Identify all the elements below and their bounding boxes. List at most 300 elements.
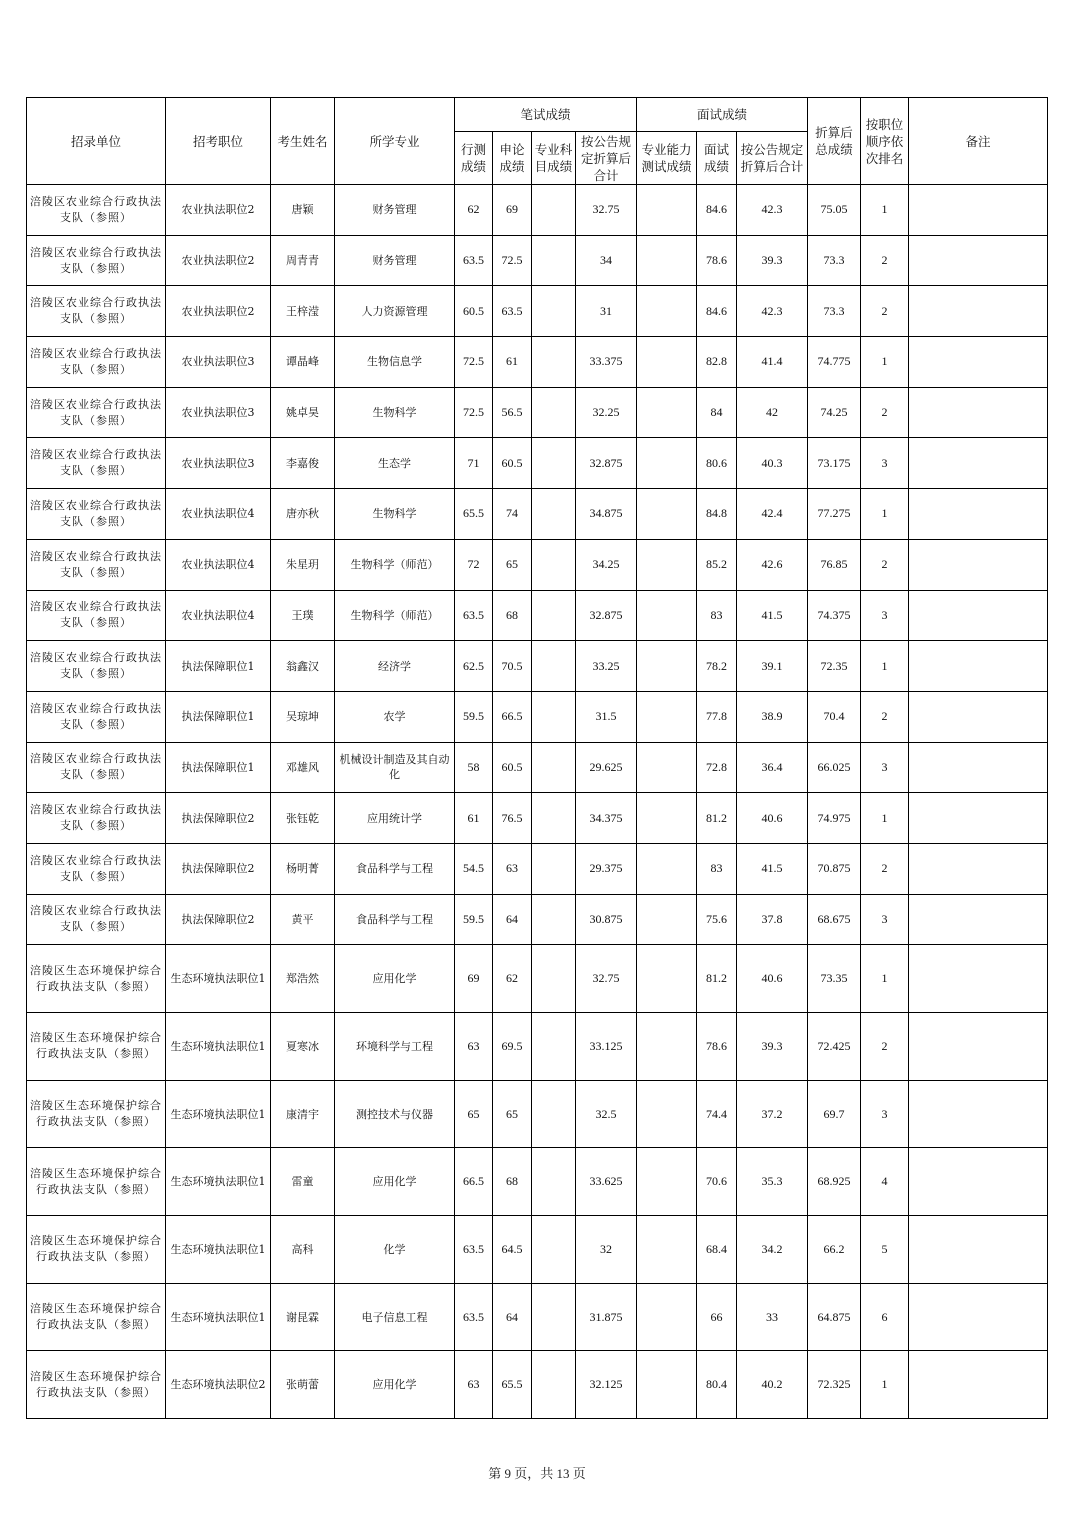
cell-total: 73.3 [808, 286, 861, 337]
cell-interview: 78.2 [697, 641, 737, 692]
cell-major: 测控技术与仪器 [335, 1080, 455, 1148]
cell-ability [637, 1080, 697, 1148]
cell-remark [909, 185, 1048, 236]
cell-position: 执法保障职位1 [166, 691, 271, 742]
cell-major-score [532, 489, 576, 540]
cell-shenlun: 68 [493, 1148, 532, 1216]
cell-position: 农业执法职位4 [166, 489, 271, 540]
header-written-converted: 按公告规定折算后合计 [576, 132, 637, 185]
cell-major-score [532, 185, 576, 236]
cell-position: 农业执法职位3 [166, 387, 271, 438]
cell-remark [909, 1148, 1048, 1216]
table-row [27, 1216, 1048, 1284]
header-interview-group: 面试成绩 [637, 98, 808, 132]
cell-interview: 85.2 [697, 539, 737, 590]
cell-rank: 3 [861, 1080, 909, 1148]
cell-position: 农业执法职位2 [166, 286, 271, 337]
cell-written-converted: 31 [576, 286, 637, 337]
cell-unit: 涪陵区农业综合行政执法支队（参照） [27, 843, 166, 894]
cell-rank: 3 [861, 894, 909, 945]
cell-written-converted: 32.75 [576, 945, 637, 1013]
cell-xingce: 59.5 [455, 691, 493, 742]
cell-rank: 3 [861, 590, 909, 641]
cell-rank: 4 [861, 1148, 909, 1216]
cell-name: 夏寒冰 [271, 1013, 335, 1081]
cell-shenlun: 65 [493, 1080, 532, 1148]
cell-position: 执法保障职位2 [166, 894, 271, 945]
cell-written-converted: 29.375 [576, 843, 637, 894]
cell-remark [909, 286, 1048, 337]
table-row [27, 185, 1048, 236]
cell-rank: 1 [861, 641, 909, 692]
cell-position: 生态环境执法职位2 [166, 1351, 271, 1419]
cell-rank: 1 [861, 1351, 909, 1419]
cell-rank: 2 [861, 387, 909, 438]
cell-major-score [532, 1216, 576, 1284]
cell-unit: 涪陵区农业综合行政执法支队（参照） [27, 894, 166, 945]
cell-position: 执法保障职位2 [166, 843, 271, 894]
cell-total: 69.7 [808, 1080, 861, 1148]
header-written-xingce: 行测成绩 [455, 132, 493, 185]
cell-name: 高科 [271, 1216, 335, 1284]
table-row [27, 489, 1048, 540]
cell-ability [637, 286, 697, 337]
cell-name: 康清宇 [271, 1080, 335, 1148]
cell-xingce: 65.5 [455, 489, 493, 540]
cell-position: 农业执法职位2 [166, 185, 271, 236]
cell-rank: 2 [861, 843, 909, 894]
cell-ability [637, 438, 697, 489]
cell-major: 财务管理 [335, 235, 455, 286]
cell-written-converted: 32 [576, 1216, 637, 1284]
table-row [27, 742, 1048, 793]
cell-unit: 涪陵区农业综合行政执法支队（参照） [27, 337, 166, 388]
score-table [26, 97, 1048, 1419]
cell-shenlun: 64.5 [493, 1216, 532, 1284]
cell-total: 73.175 [808, 438, 861, 489]
cell-written-converted: 33.375 [576, 337, 637, 388]
cell-written-converted: 34.25 [576, 539, 637, 590]
cell-remark [909, 742, 1048, 793]
cell-position: 农业执法职位3 [166, 438, 271, 489]
header-name: 考生姓名 [271, 98, 335, 185]
cell-total: 75.05 [808, 185, 861, 236]
cell-xingce: 59.5 [455, 894, 493, 945]
cell-ability [637, 945, 697, 1013]
cell-total: 70.4 [808, 691, 861, 742]
cell-major-score [532, 1148, 576, 1216]
cell-xingce: 63.5 [455, 1283, 493, 1351]
cell-unit: 涪陵区生态环境保护综合行政执法支队（参照） [27, 945, 166, 1013]
cell-interview-converted: 41.5 [737, 590, 808, 641]
cell-total: 74.375 [808, 590, 861, 641]
cell-major: 应用化学 [335, 1351, 455, 1419]
cell-name: 杨明菁 [271, 843, 335, 894]
cell-major: 生物科学 [335, 387, 455, 438]
header-position: 招考职位 [166, 98, 271, 185]
cell-remark [909, 489, 1048, 540]
cell-shenlun: 62 [493, 945, 532, 1013]
cell-name: 吴琼坤 [271, 691, 335, 742]
cell-major: 生物科学 [335, 489, 455, 540]
cell-ability [637, 590, 697, 641]
cell-ability [637, 1216, 697, 1284]
cell-interview-converted: 42.4 [737, 489, 808, 540]
cell-major-score [532, 1283, 576, 1351]
cell-ability [637, 489, 697, 540]
cell-shenlun: 63.5 [493, 286, 532, 337]
cell-interview: 75.6 [697, 894, 737, 945]
cell-interview-converted: 35.3 [737, 1148, 808, 1216]
cell-shenlun: 65.5 [493, 1351, 532, 1419]
cell-xingce: 63.5 [455, 235, 493, 286]
cell-shenlun: 69.5 [493, 1013, 532, 1081]
cell-shenlun: 68 [493, 590, 532, 641]
cell-position: 农业执法职位4 [166, 590, 271, 641]
cell-written-converted: 32.25 [576, 387, 637, 438]
cell-rank: 1 [861, 489, 909, 540]
cell-rank: 1 [861, 337, 909, 388]
cell-xingce: 62 [455, 185, 493, 236]
cell-written-converted: 34.375 [576, 793, 637, 844]
page-number: 第 9 页，共 13 页 [488, 1466, 586, 1481]
cell-ability [637, 843, 697, 894]
header-written-shenlun: 申论成绩 [493, 132, 532, 185]
cell-total: 72.35 [808, 641, 861, 692]
cell-ability [637, 1351, 697, 1419]
cell-unit: 涪陵区生态环境保护综合行政执法支队（参照） [27, 1080, 166, 1148]
cell-written-converted: 32.875 [576, 438, 637, 489]
header-interview-converted: 按公告规定折算后合计 [737, 132, 808, 185]
cell-ability [637, 1283, 697, 1351]
cell-interview: 78.6 [697, 235, 737, 286]
cell-ability [637, 185, 697, 236]
cell-xingce: 61 [455, 793, 493, 844]
cell-written-converted: 32.125 [576, 1351, 637, 1419]
cell-major: 应用化学 [335, 945, 455, 1013]
cell-rank: 1 [861, 793, 909, 844]
cell-unit: 涪陵区生态环境保护综合行政执法支队（参照） [27, 1013, 166, 1081]
cell-xingce: 54.5 [455, 843, 493, 894]
cell-rank: 3 [861, 742, 909, 793]
cell-xingce: 63 [455, 1351, 493, 1419]
cell-major: 应用化学 [335, 1148, 455, 1216]
cell-major: 人力资源管理 [335, 286, 455, 337]
cell-shenlun: 60.5 [493, 438, 532, 489]
cell-major-score [532, 894, 576, 945]
table-row [27, 235, 1048, 286]
cell-interview: 68.4 [697, 1216, 737, 1284]
cell-major-score [532, 793, 576, 844]
cell-unit: 涪陵区农业综合行政执法支队（参照） [27, 539, 166, 590]
cell-name: 李嘉俊 [271, 438, 335, 489]
cell-name: 黄平 [271, 894, 335, 945]
cell-shenlun: 60.5 [493, 742, 532, 793]
cell-xingce: 66.5 [455, 1148, 493, 1216]
cell-total: 72.425 [808, 1013, 861, 1081]
cell-interview-converted: 33 [737, 1283, 808, 1351]
cell-interview-converted: 39.1 [737, 641, 808, 692]
cell-name: 谢昆霖 [271, 1283, 335, 1351]
cell-major-score [532, 1080, 576, 1148]
cell-rank: 2 [861, 539, 909, 590]
cell-shenlun: 74 [493, 489, 532, 540]
header-major: 所学专业 [335, 98, 455, 185]
cell-major: 机械设计制造及其自动化 [335, 742, 455, 793]
cell-interview-converted: 38.9 [737, 691, 808, 742]
cell-ability [637, 1148, 697, 1216]
cell-unit: 涪陵区生态环境保护综合行政执法支队（参照） [27, 1283, 166, 1351]
table-body [27, 185, 1048, 1419]
header-unit: 招录单位 [27, 98, 166, 185]
table-row [27, 894, 1048, 945]
cell-shenlun: 66.5 [493, 691, 532, 742]
cell-total: 73.35 [808, 945, 861, 1013]
cell-remark [909, 590, 1048, 641]
cell-xingce: 60.5 [455, 286, 493, 337]
cell-major-score [532, 742, 576, 793]
cell-interview-converted: 41.5 [737, 843, 808, 894]
cell-interview-converted: 37.2 [737, 1080, 808, 1148]
cell-remark [909, 1351, 1048, 1419]
cell-rank: 3 [861, 438, 909, 489]
cell-major-score [532, 387, 576, 438]
cell-interview-converted: 40.3 [737, 438, 808, 489]
header-rank: 按职位顺序依次排名 [861, 98, 909, 185]
cell-interview-converted: 39.3 [737, 1013, 808, 1081]
cell-major-score [532, 1351, 576, 1419]
cell-written-converted: 32.5 [576, 1080, 637, 1148]
cell-major-score [532, 945, 576, 1013]
cell-major: 生物信息学 [335, 337, 455, 388]
cell-interview: 81.2 [697, 793, 737, 844]
cell-unit: 涪陵区农业综合行政执法支队（参照） [27, 793, 166, 844]
cell-xingce: 71 [455, 438, 493, 489]
cell-rank: 6 [861, 1283, 909, 1351]
table-row [27, 641, 1048, 692]
cell-position: 生态环境执法职位1 [166, 945, 271, 1013]
cell-shenlun: 64 [493, 1283, 532, 1351]
table-header [27, 98, 1048, 185]
cell-total: 66.025 [808, 742, 861, 793]
header-interview-score: 面试成绩 [697, 132, 737, 185]
cell-written-converted: 33.625 [576, 1148, 637, 1216]
cell-total: 68.925 [808, 1148, 861, 1216]
cell-ability [637, 641, 697, 692]
cell-total: 64.875 [808, 1283, 861, 1351]
cell-remark [909, 793, 1048, 844]
cell-ability [637, 691, 697, 742]
cell-xingce: 63.5 [455, 590, 493, 641]
cell-name: 王璞 [271, 590, 335, 641]
table-row [27, 691, 1048, 742]
cell-interview: 80.4 [697, 1351, 737, 1419]
cell-major-score [532, 843, 576, 894]
cell-remark [909, 843, 1048, 894]
cell-name: 翁鑫汉 [271, 641, 335, 692]
cell-rank: 2 [861, 691, 909, 742]
cell-rank: 1 [861, 185, 909, 236]
cell-major-score [532, 286, 576, 337]
cell-name: 王梓滢 [271, 286, 335, 337]
cell-written-converted: 31.5 [576, 691, 637, 742]
cell-ability [637, 742, 697, 793]
cell-total: 77.275 [808, 489, 861, 540]
cell-interview-converted: 40.6 [737, 945, 808, 1013]
cell-xingce: 58 [455, 742, 493, 793]
cell-major-score [532, 438, 576, 489]
cell-total: 74.975 [808, 793, 861, 844]
cell-shenlun: 70.5 [493, 641, 532, 692]
cell-unit: 涪陵区生态环境保护综合行政执法支队（参照） [27, 1351, 166, 1419]
cell-unit: 涪陵区农业综合行政执法支队（参照） [27, 742, 166, 793]
cell-xingce: 62.5 [455, 641, 493, 692]
cell-interview: 82.8 [697, 337, 737, 388]
cell-written-converted: 32.75 [576, 185, 637, 236]
cell-written-converted: 32.875 [576, 590, 637, 641]
cell-xingce: 72.5 [455, 387, 493, 438]
cell-remark [909, 387, 1048, 438]
header-written-major: 专业科目成绩 [532, 132, 576, 185]
cell-xingce: 72.5 [455, 337, 493, 388]
cell-total: 74.25 [808, 387, 861, 438]
cell-position: 生态环境执法职位1 [166, 1148, 271, 1216]
cell-interview: 80.6 [697, 438, 737, 489]
cell-position: 生态环境执法职位1 [166, 1013, 271, 1081]
cell-interview: 83 [697, 843, 737, 894]
cell-interview-converted: 36.4 [737, 742, 808, 793]
cell-written-converted: 29.625 [576, 742, 637, 793]
cell-interview-converted: 37.8 [737, 894, 808, 945]
cell-written-converted: 30.875 [576, 894, 637, 945]
cell-written-converted: 34.875 [576, 489, 637, 540]
cell-position: 生态环境执法职位1 [166, 1216, 271, 1284]
cell-total: 66.2 [808, 1216, 861, 1284]
cell-remark [909, 337, 1048, 388]
cell-rank: 2 [861, 286, 909, 337]
cell-shenlun: 65 [493, 539, 532, 590]
cell-interview-converted: 41.4 [737, 337, 808, 388]
cell-rank: 2 [861, 1013, 909, 1081]
cell-interview-converted: 39.3 [737, 235, 808, 286]
cell-xingce: 72 [455, 539, 493, 590]
cell-interview: 84 [697, 387, 737, 438]
cell-shenlun: 61 [493, 337, 532, 388]
cell-position: 执法保障职位1 [166, 641, 271, 692]
cell-major: 应用统计学 [335, 793, 455, 844]
cell-major-score [532, 691, 576, 742]
table-row [27, 945, 1048, 1013]
cell-interview: 70.6 [697, 1148, 737, 1216]
cell-interview: 83 [697, 590, 737, 641]
cell-position: 生态环境执法职位1 [166, 1080, 271, 1148]
cell-name: 郑浩然 [271, 945, 335, 1013]
cell-major: 生态学 [335, 438, 455, 489]
cell-major-score [532, 641, 576, 692]
cell-written-converted: 34 [576, 235, 637, 286]
cell-rank: 5 [861, 1216, 909, 1284]
cell-shenlun: 69 [493, 185, 532, 236]
cell-interview: 78.6 [697, 1013, 737, 1081]
cell-interview-converted: 42.3 [737, 286, 808, 337]
cell-name: 谭晶峰 [271, 337, 335, 388]
cell-total: 68.675 [808, 894, 861, 945]
cell-unit: 涪陵区生态环境保护综合行政执法支队（参照） [27, 1216, 166, 1284]
table-row [27, 1080, 1048, 1148]
cell-interview-converted: 34.2 [737, 1216, 808, 1284]
cell-unit: 涪陵区农业综合行政执法支队（参照） [27, 489, 166, 540]
cell-remark [909, 1283, 1048, 1351]
cell-shenlun: 56.5 [493, 387, 532, 438]
cell-xingce: 65 [455, 1080, 493, 1148]
cell-interview: 72.8 [697, 742, 737, 793]
cell-ability [637, 337, 697, 388]
cell-major: 生物科学（师范） [335, 590, 455, 641]
header-remark: 备注 [909, 98, 1048, 185]
cell-ability [637, 539, 697, 590]
cell-major: 农学 [335, 691, 455, 742]
cell-major: 电子信息工程 [335, 1283, 455, 1351]
cell-total: 73.3 [808, 235, 861, 286]
cell-interview-converted: 42 [737, 387, 808, 438]
cell-major: 食品科学与工程 [335, 843, 455, 894]
table-row [27, 438, 1048, 489]
cell-remark [909, 1013, 1048, 1081]
cell-position: 农业执法职位2 [166, 235, 271, 286]
cell-major: 化学 [335, 1216, 455, 1284]
cell-written-converted: 31.875 [576, 1283, 637, 1351]
cell-interview: 74.4 [697, 1080, 737, 1148]
table-row [27, 539, 1048, 590]
cell-shenlun: 72.5 [493, 235, 532, 286]
table-row [27, 843, 1048, 894]
cell-position: 执法保障职位1 [166, 742, 271, 793]
cell-name: 唐亦秋 [271, 489, 335, 540]
table-row [27, 1283, 1048, 1351]
cell-major-score [532, 539, 576, 590]
cell-xingce: 63.5 [455, 1216, 493, 1284]
cell-major: 经济学 [335, 641, 455, 692]
header-total: 折算后总成绩 [808, 98, 861, 185]
cell-interview-converted: 42.6 [737, 539, 808, 590]
cell-remark [909, 945, 1048, 1013]
cell-written-converted: 33.25 [576, 641, 637, 692]
cell-rank: 1 [861, 945, 909, 1013]
cell-interview-converted: 40.6 [737, 793, 808, 844]
cell-rank: 2 [861, 235, 909, 286]
table-row [27, 1013, 1048, 1081]
cell-written-converted: 33.125 [576, 1013, 637, 1081]
cell-unit: 涪陵区农业综合行政执法支队（参照） [27, 590, 166, 641]
cell-major-score [532, 1013, 576, 1081]
cell-shenlun: 64 [493, 894, 532, 945]
cell-xingce: 69 [455, 945, 493, 1013]
cell-interview: 66 [697, 1283, 737, 1351]
cell-major-score [532, 337, 576, 388]
cell-interview-converted: 40.2 [737, 1351, 808, 1419]
table-row [27, 286, 1048, 337]
cell-name: 唐颖 [271, 185, 335, 236]
cell-ability [637, 793, 697, 844]
cell-total: 72.325 [808, 1351, 861, 1419]
table-row [27, 337, 1048, 388]
cell-remark [909, 235, 1048, 286]
cell-shenlun: 63 [493, 843, 532, 894]
cell-total: 70.875 [808, 843, 861, 894]
table-row [27, 590, 1048, 641]
cell-name: 张钰乾 [271, 793, 335, 844]
cell-major: 食品科学与工程 [335, 894, 455, 945]
